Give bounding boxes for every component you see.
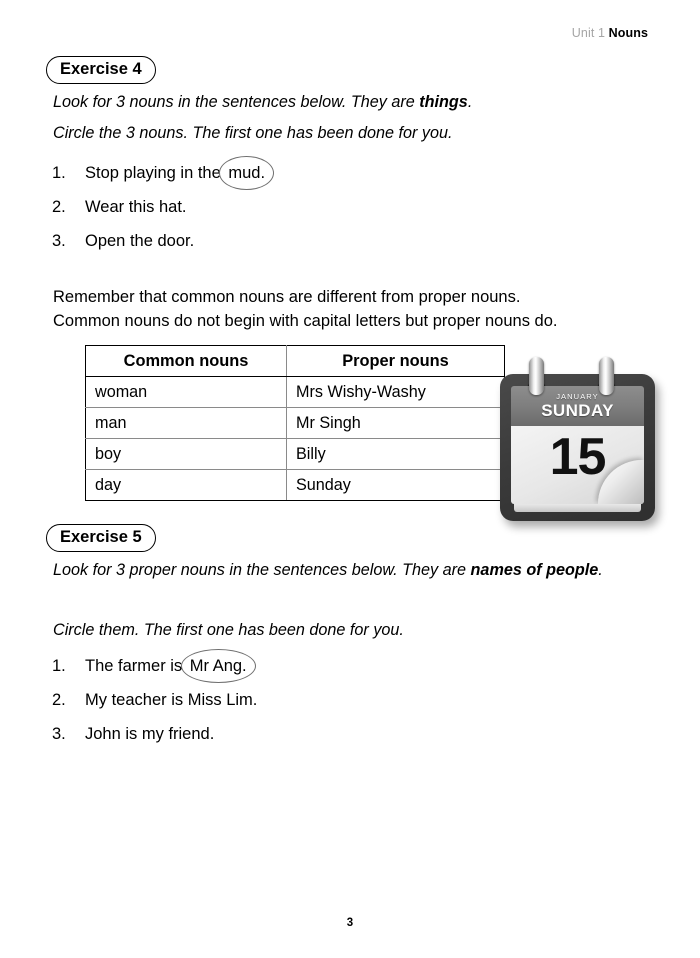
calendar-body	[511, 386, 644, 504]
question-number: 2.	[52, 691, 66, 709]
exercise-4-instruction-1	[53, 90, 643, 115]
question-text: John is my friend.	[85, 725, 215, 743]
table-cell-proper: Billy	[287, 439, 505, 470]
calendar-ring-icon	[599, 357, 614, 395]
exercise-4-instruction-1-tail: .	[467, 93, 473, 111]
question-text: Wear this hat.	[85, 198, 187, 216]
question-text-lead: The farmer is	[85, 657, 187, 675]
table-cell-common: man	[86, 408, 287, 439]
running-head-unit: Unit 1	[571, 26, 606, 40]
question-number: 1.	[52, 164, 66, 182]
exercise-5-instruction-1	[53, 558, 613, 583]
circled-answer-text: mud.	[228, 164, 266, 182]
exercise-4-instruction-1-lead: Look for 3 nouns in the sentences below. They are	[53, 93, 420, 111]
exercise-4-badge: Exercise 4	[46, 56, 156, 84]
page-number: 3	[346, 917, 354, 929]
question-text: Open the door.	[85, 232, 195, 250]
exercise-5-instruction-1-tail: .	[598, 561, 603, 579]
calendar-month: JANUARY	[556, 392, 599, 401]
question-number: 2.	[52, 198, 66, 216]
exercise-4-instruction-2: Circle the 3 nouns. The first one has been done for you.	[53, 124, 453, 142]
circled-answer-text: Mr Ang.	[189, 657, 247, 675]
table-row	[86, 377, 505, 408]
table-row	[86, 408, 505, 439]
running-head	[572, 26, 648, 40]
question-number: 3.	[52, 232, 66, 250]
question-number: 3.	[52, 725, 66, 743]
exercise-5-question-list	[52, 655, 552, 757]
list-item	[52, 196, 552, 230]
table-cell-common: boy	[86, 439, 287, 470]
table-cell-proper: Mrs Wishy-Washy	[287, 377, 505, 408]
calendar-date: 15	[549, 428, 606, 486]
list-item	[52, 689, 552, 723]
question-text	[85, 162, 268, 184]
exercise-5-instruction-2: Circle them. The first one has been done for you.	[53, 621, 404, 639]
exercise-5-instruction-1-lead: Look for 3 proper nouns in the sentences below. They are	[53, 561, 471, 579]
exercise-4-question-list	[52, 162, 552, 264]
table-header-row	[86, 346, 505, 377]
list-item	[52, 162, 552, 196]
calendar-day-name: SUNDAY	[541, 401, 614, 420]
noun-comparison-table	[85, 345, 505, 501]
exercise-5-badge: Exercise 5	[46, 524, 156, 552]
circled-answer	[187, 655, 250, 677]
list-item	[52, 655, 552, 689]
exercise-4-instruction-1-emphasis: things	[419, 93, 468, 111]
list-item	[52, 230, 552, 264]
table-cell-proper: Mr Singh	[287, 408, 505, 439]
table-row	[86, 470, 505, 501]
question-text	[85, 655, 250, 677]
running-head-topic: Nouns	[608, 26, 648, 40]
table-cell-common: day	[86, 470, 287, 501]
remember-line-2: Common nouns do not begin with capital letters but proper nouns do.	[53, 312, 558, 330]
table-cell-proper: Sunday	[287, 470, 505, 501]
calendar-illustration	[500, 366, 655, 521]
table-header-common-nouns: Common nouns	[86, 346, 287, 377]
table-cell-common: woman	[86, 377, 287, 408]
exercise-5-instruction-1-emphasis: names of people	[470, 561, 599, 579]
list-item	[52, 723, 552, 757]
calendar-sheet	[511, 426, 644, 504]
question-text: My teacher is Miss Lim.	[85, 691, 258, 709]
circled-answer	[225, 162, 268, 184]
table-row	[86, 439, 505, 470]
question-text-lead: Stop playing in the	[85, 164, 226, 182]
remember-line-1: Remember that common nouns are different from proper nouns.	[53, 288, 521, 306]
question-number: 1.	[52, 657, 66, 675]
calendar-ring-icon	[529, 357, 544, 395]
table-header-proper-nouns: Proper nouns	[287, 346, 505, 377]
